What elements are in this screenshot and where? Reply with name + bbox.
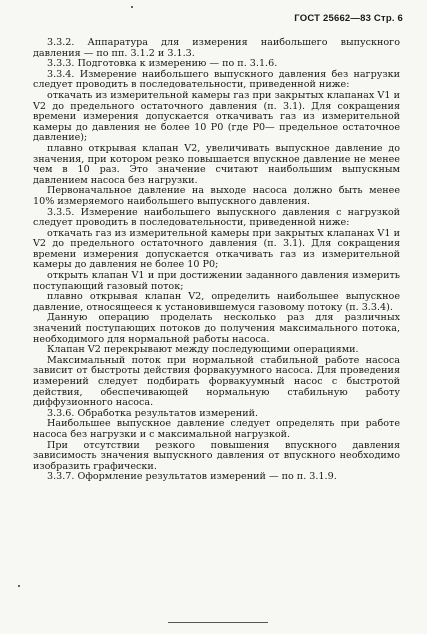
step-open-valve-v2-load: плавно открывая клапан V2, определить наибольшее выпускное давление, относящееся к установившемуся газовому потоку (п. 3.3.4). xyxy=(33,291,400,313)
paragraph-3-3-2: 3.3.2. Аппаратура для измерения наибольшего выпускного давления — по пп. 3.1.2 и 3.1.3. xyxy=(33,37,400,59)
page-header: ГОСТ 25662—83 Стр. 6 xyxy=(294,13,403,24)
paragraph-3-3-4: 3.3.4. Измерение наибольшего выпускного давления без нагрузки следует проводить в последовательности, приведенной ниже: xyxy=(33,68,400,91)
paragraph-repeat-operation: Данную операцию проделать несколько раз для различных значений поступающих потоков до получения максимального потока, необходимого для нормальной работы насоса. xyxy=(33,312,400,345)
paragraph-max-flow: Максимальный поток при нормальной стабильной работе насоса зависит от быстроты действия форвакуумного насоса. Для проведения измерений следует подбирать форвакуумный насос с быстротой действия, обеспечивающей нормальную стабильную работу диффузионного насоса. xyxy=(33,354,400,409)
paragraph-3-3-5: 3.3.5. Измерение наибольшего выпускного давления с нагрузкой следует проводить в последовательности, приведенной ниже: xyxy=(33,206,400,229)
paragraph-valve-closed: Клапан V2 перекрывают между последующими операциями. xyxy=(47,344,359,356)
step-open-valve-v1: открыть клапан V1 и при достижении заданного давления измерить поступающий газовый поток; xyxy=(33,270,400,292)
paragraph-initial-pressure: Первоначальное давление на выходе насоса должно быть менее 10% измеряемого наибольшего выпускного давления. xyxy=(33,185,400,207)
document-body xyxy=(33,38,400,483)
paragraph-determine-pressure: Наибольшее выпускное давление следует определять при работе насоса без нагрузки и с максимальной нагрузкой. xyxy=(33,418,400,440)
paragraph-graph: При отсутствии резкого повышения впускного давления зависимость значения выпускного давления от впускного необходимо изобразить графически. xyxy=(33,439,400,472)
scan-speck xyxy=(131,6,133,8)
scan-speck xyxy=(18,585,20,587)
step-evacuate-chamber: откачать из измерительной камеры газ при закрытых клапанах V1 и V2 до предельного остаточного давления (п. 3.1). Для сокращения времени измерения допускается откачивать газ из измерительной камеры до давления не более 10 P0 (где P0— предельное остаточное давление); xyxy=(33,89,400,144)
step-open-valve-v2: плавно открывая клапан V2, увеличивать выпускное давление до значения, при котором резко повышается впускное давление не менее чем в 10 раз. Это значение считают наибольшим выпускным давлением насоса без нагрузки. xyxy=(33,142,400,186)
paragraph-3-3-3: 3.3.3. Подготовка к измерению — по п. 3.1.6. xyxy=(47,58,278,70)
paragraph-3-3-7: 3.3.7. Оформление результатов измерений — по п. 3.1.9. xyxy=(47,471,337,483)
step-evacuate-chamber-load: откачать газ из измерительной камеры при закрытых клапанах V1 и V2 до предельного остаточного давления (п. 3.1). Для сокращения времени измерения допускается откачивать газ из измерительной камеры до давления не более 10 P0; xyxy=(33,227,400,271)
paragraph-3-3-6: 3.3.6. Обработка результатов измерений. xyxy=(47,407,259,419)
bottom-rule xyxy=(168,622,268,623)
